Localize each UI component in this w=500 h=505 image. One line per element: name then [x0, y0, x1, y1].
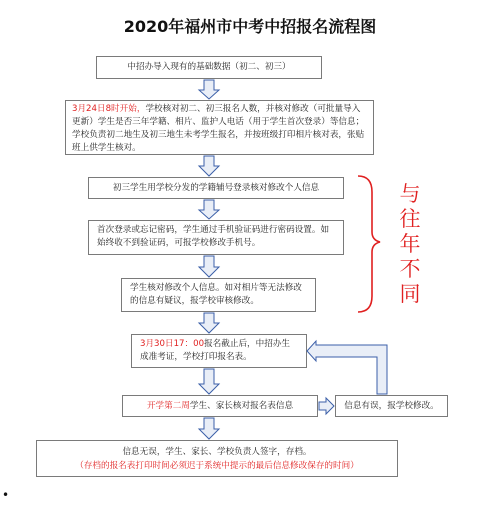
step-student-edit-text: 学生核对修改个人信息。如对相片等无法修改的信息有疑议，报学校审核修改。	[130, 283, 302, 306]
down-arrow-6	[199, 369, 219, 394]
step-school-verify	[65, 100, 374, 155]
step-password-setup	[88, 220, 344, 255]
step-registration-deadline-date: 3月30日17：00	[140, 339, 205, 349]
difference-note-char: 不	[399, 257, 421, 281]
down-arrow-1	[199, 80, 219, 99]
step-archive	[36, 440, 398, 477]
step-import-data	[96, 56, 322, 79]
difference-note-char: 年	[399, 232, 421, 256]
step-registration-deadline-text: 报名截止后，中招办生成准考证，学校打印报名表。	[140, 339, 291, 362]
down-arrow-5	[199, 313, 219, 333]
difference-note-char: 与	[399, 182, 421, 206]
down-arrow-2	[199, 156, 219, 176]
down-arrow-3	[199, 200, 219, 219]
down-arrow-4	[199, 256, 219, 277]
step-import-data-text: 中招办导入现有的基础数据（初二、初三）	[127, 62, 291, 72]
step-password-setup-text: 首次登录或忘记密码，学生通过手机验证码进行密码设置。如始终收不到验证码，可报学校修改手机号。	[97, 225, 330, 248]
difference-note-char: 往	[399, 207, 421, 231]
step-family-check-week: 开学第二周	[146, 401, 190, 411]
step-archive-text: 信息无误，学生、家长、学校负责人签字，存档。	[122, 447, 312, 457]
right-arrow	[319, 398, 334, 414]
step-family-check-text: 学生、家长核对报名表信息	[189, 401, 294, 411]
page-title: 2020年福州市中考中招报名流程图	[123, 17, 377, 36]
step-school-verify-date: 3月24日8时开始，	[72, 104, 146, 114]
step-student-login-text: 初三学生用学校分发的学籍辅号登录核对修改个人信息	[112, 183, 320, 193]
step-archive-note: （存档的报名表打印时间必须迟于系统中提示的最后信息修改保存的时间）	[75, 461, 359, 471]
down-arrow-7	[199, 418, 219, 439]
loop-arrow	[307, 341, 387, 394]
step-family-check	[122, 395, 318, 417]
bullet-dot: •	[2, 488, 10, 502]
difference-bracket	[358, 176, 380, 312]
step-info-error	[335, 395, 448, 417]
step-registration-deadline	[131, 334, 307, 368]
step-student-edit	[121, 278, 316, 312]
difference-note	[396, 182, 424, 307]
difference-note-char: 同	[399, 282, 421, 306]
step-student-login	[88, 177, 344, 199]
step-info-error-text: 信息有误，报学校修改。	[344, 401, 439, 411]
step-school-verify-text: 学校核对初二、初三报名人数，并核对修改（可批量导入更新）学生是否三年学籍、相片、监护人电话（用于学生首次登录）等信息；学校负责初二地生及初三地生未考学生报名，并按班级打印相片核对表，张贴班上供学生核对。	[72, 104, 365, 153]
